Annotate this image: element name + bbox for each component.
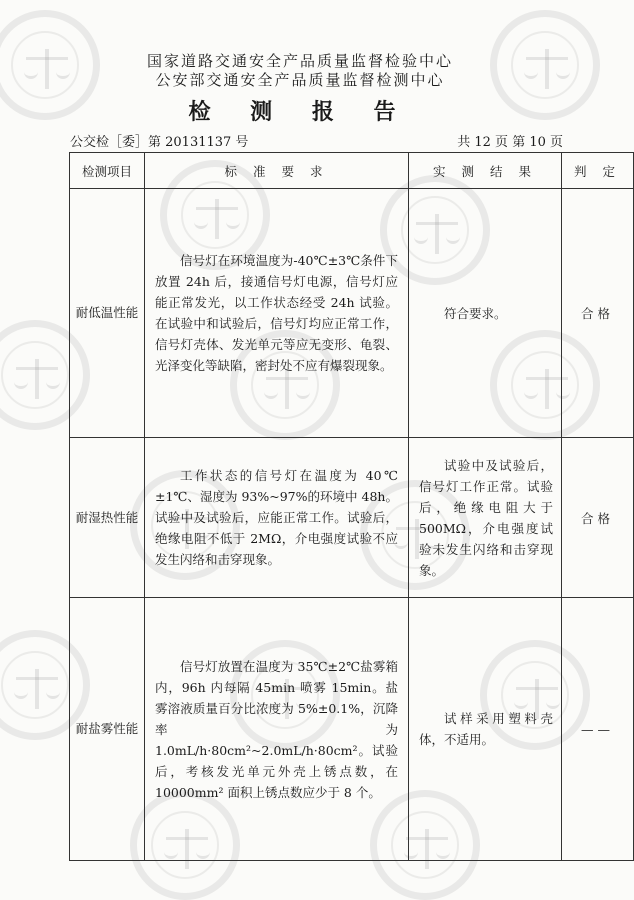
- header-item: 检测项目: [70, 153, 145, 189]
- page-title: 检 测 报 告: [188, 99, 412, 125]
- standard-requirement: 工作状态的信号灯在温度为 40℃±1℃、湿度为 93%~97%的环境中 48h。试验中及试验后，应能正常工作。试验后，绝缘电阻不低于 2MΩ，介电强度试验不应发生闪络和击穿现象。: [145, 438, 409, 598]
- header-judgement: 判 定: [562, 153, 634, 189]
- page-count: 共 12 页 第 10 页: [457, 135, 563, 150]
- table-row: [70, 598, 634, 861]
- header-result: 实 测 结 果: [409, 153, 562, 189]
- judgement: ——: [562, 598, 634, 861]
- measured-result: 试样采用塑料壳体，不适用。: [409, 598, 562, 861]
- table-row: [70, 438, 634, 598]
- judgement: 合格: [562, 189, 634, 438]
- organization-name-2: 公安部交通安全产品质量监督检测中心: [155, 71, 445, 89]
- standard-requirement: 信号灯在环境温度为-40℃±3℃条件下放置 24h 后，接通信号灯电源，信号灯应能正常发光，以工作状态经受 24h 试验。在试验中和试验后，信号灯均应正常工作，信号灯壳体、发光单元等应无变形、龟裂、光泽变化等缺陷，密封处不应有爆裂现象。: [145, 189, 409, 438]
- test-item: 耐低温性能: [70, 189, 145, 438]
- table-header-row: [70, 153, 634, 189]
- judgement: 合格: [562, 438, 634, 598]
- report-number: 公交检［委］第 20131137 号: [70, 135, 249, 150]
- test-item: 耐湿热性能: [70, 438, 145, 598]
- test-results-table: [69, 152, 634, 861]
- standard-requirement: 信号灯放置在温度为 35℃±2℃盐雾箱内，96h 内每隔 45min 喷雾 15min。盐雾溶液质量百分比浓度为 5%±0.1%，沉降率为 1.0mL/h·80cm²~2.0mL/h·80cm²。试验后，考核发光单元外壳上锈点数，在 10000mm² 面积上锈点数应少于 8 个。: [145, 598, 409, 861]
- scales-of-justice-icon: [22, 359, 52, 399]
- test-item: 耐盐雾性能: [70, 598, 145, 861]
- header-requirement: 标 准 要 求: [145, 153, 409, 189]
- measured-result: 试验中及试验后，信号灯工作正常。试验后，绝缘电阻大于 500MΩ，介电强度试验未发生闪络和击穿现象。: [409, 438, 562, 598]
- table-row: [70, 189, 634, 438]
- organization-name-1: 国家道路交通安全产品质量监督检验中心: [146, 52, 453, 70]
- measured-result: 符合要求。: [409, 189, 562, 438]
- scales-of-justice-icon: [22, 669, 52, 709]
